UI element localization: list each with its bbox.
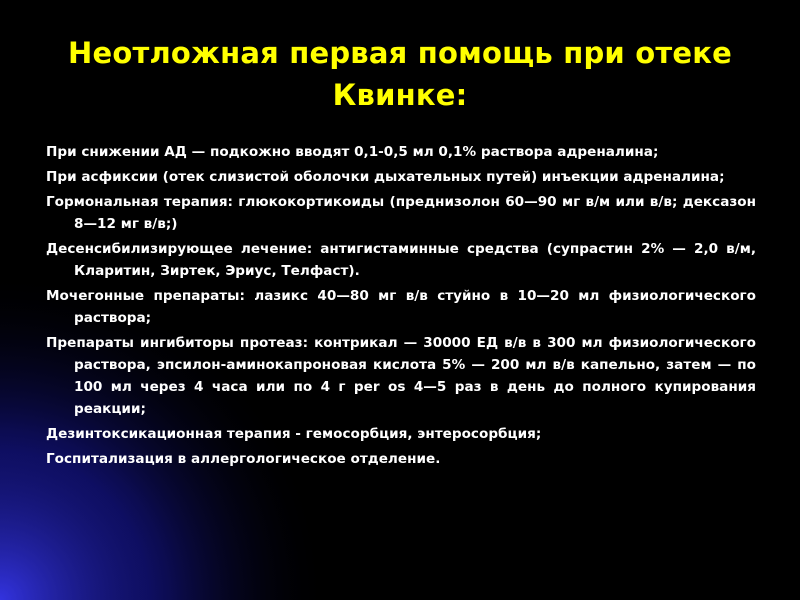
list-item: Десенсибилизирующее лечение: антигистаминные средства (супрастин 2% — 2,0 в/м, Кларитин, Зиртек, Эриус, Телфаст). bbox=[46, 241, 756, 279]
list-item: Мочегонные препараты: лазикс 40—80 мг в/в стуйно в 10—20 мл физиологического раствора; bbox=[46, 288, 756, 326]
list-item: Препараты ингибиторы протеаз: контрикал — 30000 ЕД в/в в 300 мл физиологического раствора, эпсилон-аминокапроновая кислота 5% — 200 мл в/в капельно, затем — по 100 мл через 4 часа или по 4 г per os 4—5 раз в день до полного купирования реакции; bbox=[46, 335, 756, 417]
list-item: Дезинтоксикационная терапия - гемосорбция, энтеросорбция; bbox=[46, 426, 542, 442]
list-item: Гормональная терапия: глюкокортикоиды (преднизолон 60—90 мг в/м или в/в; дексазон 8—12 мг в/в;) bbox=[46, 194, 756, 232]
slide-title: Неотложная первая помощь при отеке Квинке: bbox=[68, 36, 732, 112]
list-item: При снижении АД — подкожно вводят 0,1-0,5 мл 0,1% раствора адреналина; bbox=[46, 144, 659, 160]
content-list bbox=[46, 141, 756, 473]
list-item: Госпитализация в аллергологическое отделение. bbox=[46, 451, 441, 467]
list-item: При асфиксии (отек слизистой оболочки дыхательных путей) инъекции адреналина; bbox=[46, 169, 725, 185]
